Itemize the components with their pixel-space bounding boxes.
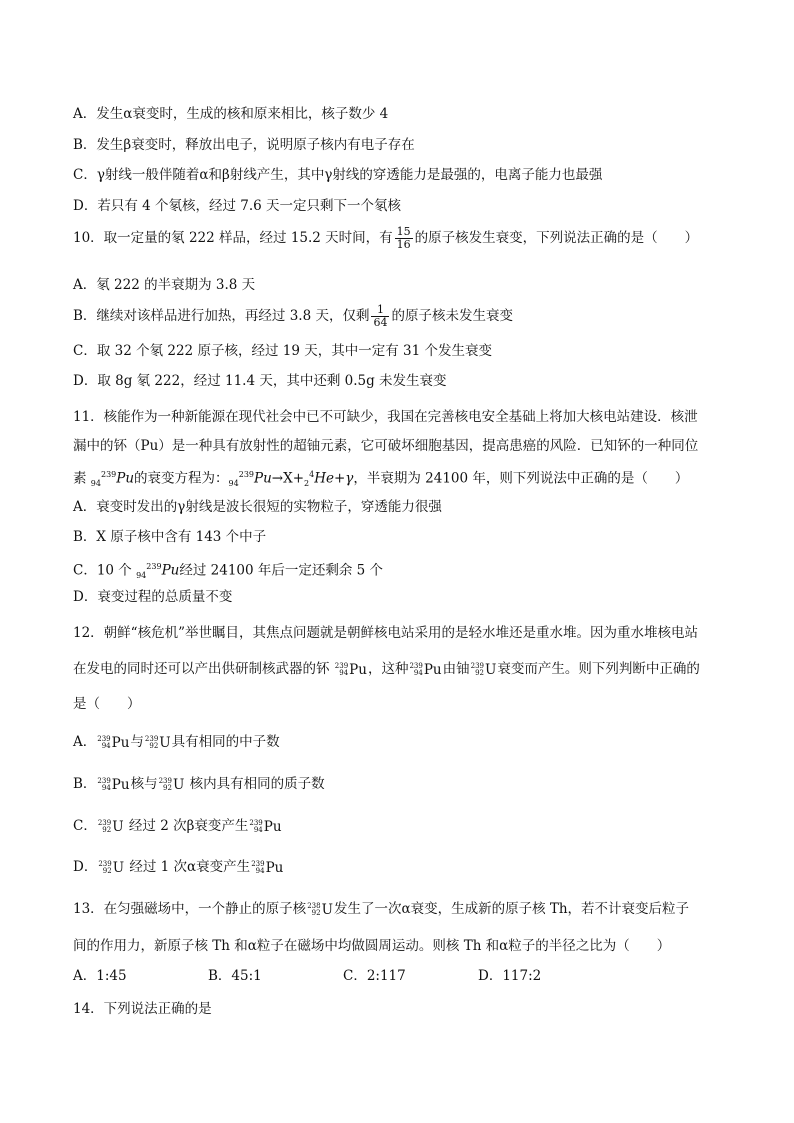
q11-option-c: C．10 个 $_{94}^{239}$Pu经过 24100 年后一定还剩余 5 个 [73,562,384,581]
q12-line1: 12．朝鲜“核危机”举世瞩目，其焦点问题就是朝鲜核电站采用的是轻水堆还是重水堆。因为重水堆核电站 [73,625,698,641]
pu-isotope: 239 94 Pu [409,661,442,678]
q13-option-b: B．45:1 [208,968,262,984]
q10-option-c: C．取 32 个氡 222 原子核，经过 19 天，其中一定有 31 个发生衰变 [73,343,492,359]
q10-option-a: A．氡 222 的半衰期为 3.8 天 [73,277,256,293]
q12-line3: 是（ ） [73,696,141,712]
q10-fraction: $\frac{15}{16}$ [396,225,411,251]
q9-option-d: D．若只有 4 个氡核，经过 7.6 天一定只剩下一个氡核 [73,198,402,214]
q14-stem: 14．下列说法正确的是 [73,1001,212,1017]
q13-line1: 13．在匀强磁场中，一个静止的原子核 238 92 U 发生了一次α衰变，生成新的原子核 Th，若不计衰变后粒子 [73,901,690,918]
q10-option-b: B．继续对该样品进行加热，再经过 3.8 天，仅剩 $\frac{1}{64}$ 的原子核未发生衰变 [73,303,513,329]
q12-option-a: A． 239 94 Pu 与 239 92 U 具有相同的中子数 [73,734,280,751]
q9-option-c: C．γ射线一般伴随着α和β射线产生，其中γ射线的穿透能力是最强的，电离子能力也最强 [73,167,603,183]
q11-option-b: B．X 原子核中含有 143 个中子 [73,529,267,545]
q10-stem: 10．取一定量的氡 222 样品，经过 15.2 天时间，有 $\frac{15}{16}$ 的原子核发生衰变，下列说法正确的是（ ） [73,225,699,251]
q12-line2: 在发电的同时还可以产出供研制核武器的钚 239 94 Pu ，这种 239 94 Pu 由铀 239 92 U 衰变而产生。则下列判断中正确的 [73,661,700,678]
u238-isotope: 238 92 U [307,901,333,918]
u-isotope: 239 92 U [470,661,497,678]
pu-isotope: 239 94 Pu [97,776,130,793]
q10-option-d: D．取 8g 氡 222，经过 11.4 天，其中还剩 0.5g 未发生衰变 [73,373,447,389]
q12-option-c: C． 239 92 U 经过 2 次β衰变产生 239 94 Pu [73,818,282,835]
q13-option-c: C．2:117 [343,968,406,984]
q12-option-d: D． 239 92 U 经过 1 次α衰变产生 239 94 Pu [73,859,284,876]
u-isotope: 239 92 U [158,776,185,793]
q12-option-b: B． 239 94 Pu 核与 239 92 U 核内具有相同的质子数 [73,776,325,793]
q13-option-d: D．117:2 [478,968,542,984]
u-isotope: 239 92 U [144,734,171,751]
q13-line2: 间的作用力，新原子核 Th 和α粒子在磁场中均做圆周运动。则核 Th 和α粒子的半径之比为（ ） [73,938,671,954]
q9-option-b: B．发生β衰变时，释放出电子，说明原子核内有电子存在 [73,137,415,153]
pu-isotope: 239 94 Pu [334,661,367,678]
q11-line2: 漏中的钚（Pu）是一种具有放射性的超铀元素，它可破坏细胞基因，提高患癌的风险．已知钚的一种同位 [73,438,699,454]
q11-line3: 素 $_{94}^{239}$Pu的衰变方程为：$_{94}^{239}Pu\to X+_2^4He+\gamma$，半衰期为 24100 年，则下列说法中正确的是（ ） [73,470,689,489]
pu-isotope: 239 94 Pu [97,734,130,751]
q9-option-a: A．发生α衰变时，生成的核和原来相比，核子数少 4 [73,106,389,122]
q10-b-fraction: $\frac{1}{64}$ [373,303,388,329]
u-isotope: 239 92 U [98,859,125,876]
u-isotope: 239 92 U [97,818,124,835]
q11-option-d: D．衰变过程的总质量不变 [73,589,233,605]
q11-option-a: A．衰变时发出的γ射线是波长很短的实物粒子，穿透能力很强 [73,499,442,515]
q11-line1: 11．核能作为一种新能源在现代社会中已不可缺少，我国在完善核电安全基础上将加大核电站建设．核泄 [73,409,698,425]
pu-isotope: 239 94 Pu [249,818,282,835]
pu-isotope: 239 94 Pu [251,859,284,876]
q13-options [73,967,613,985]
q13-option-a: A．1:45 [73,968,127,984]
